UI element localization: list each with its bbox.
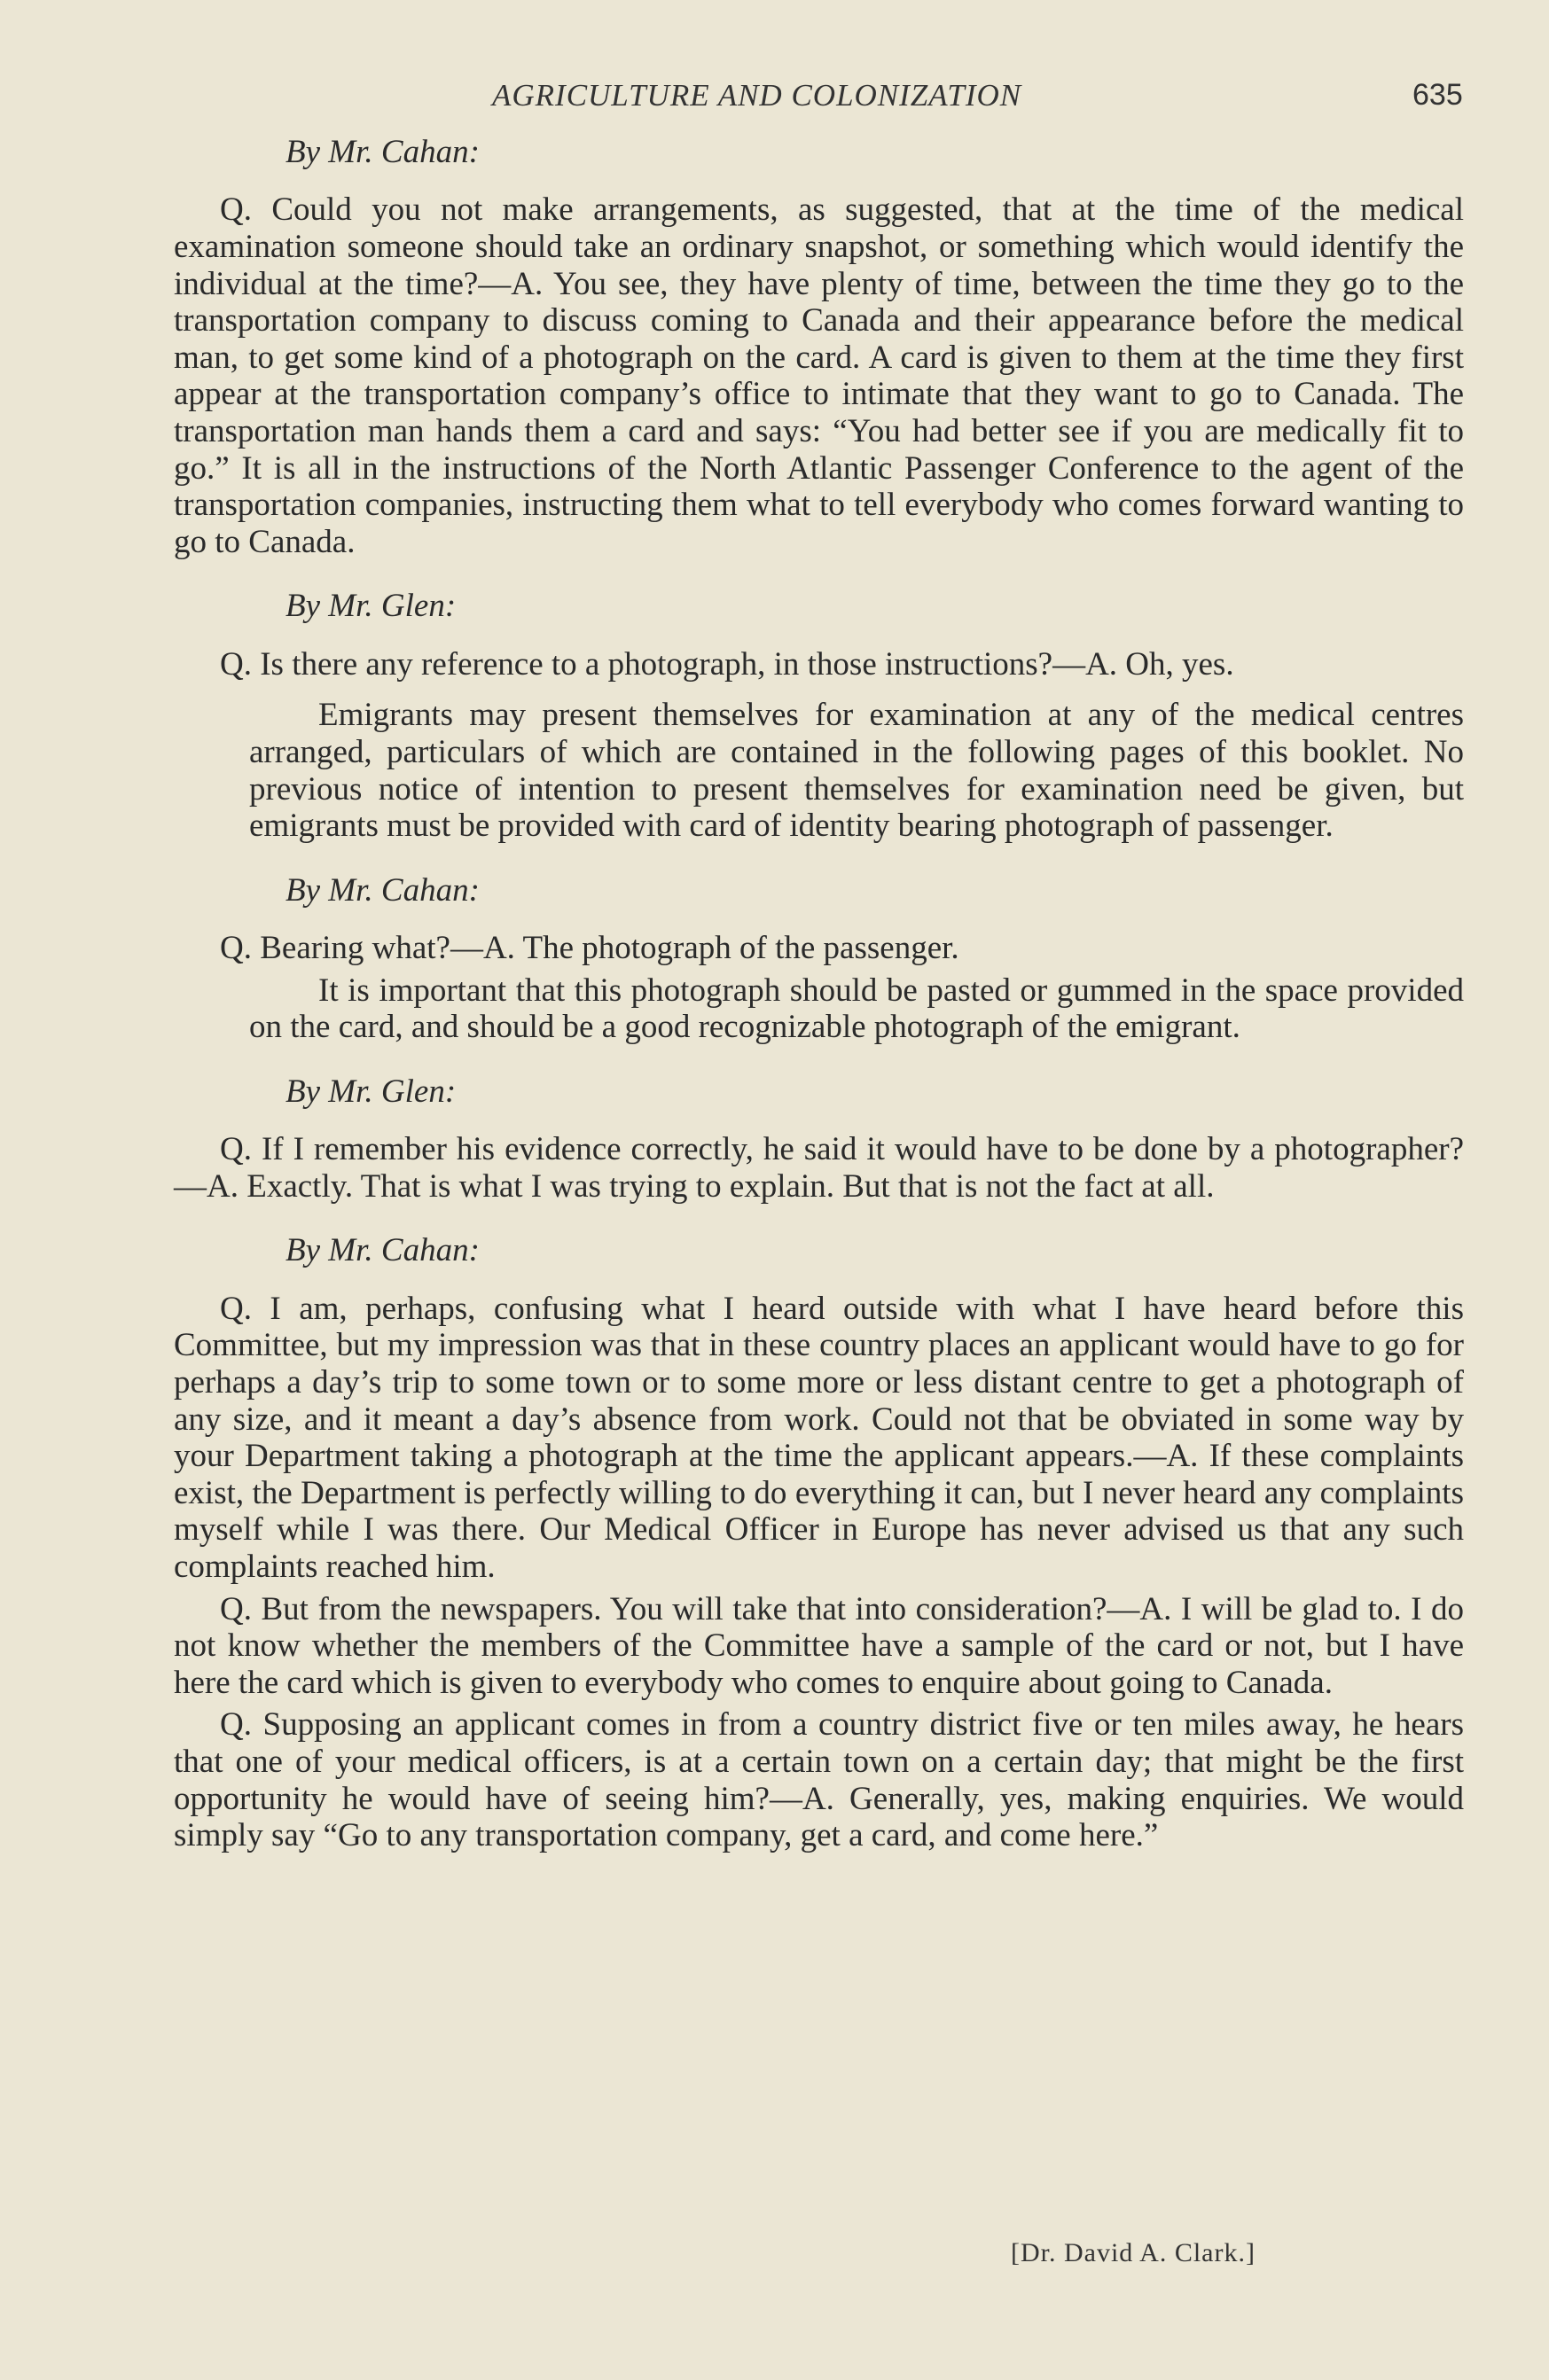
question-answer-paragraph: Q. But from the newspapers. You will take that into consideration?—A. I will be glad to. I do not know whether the members of the Committee have a sample of the card or not, but I have here the card which is given to everybody who comes to enquire about going to Canada.: [174, 1590, 1464, 1701]
speaker-heading: By Mr. Cahan:: [286, 871, 480, 909]
question-answer-paragraph: Q. I am, perhaps, confusing what I heard outside with what I have heard before this Committee, but my impression was that in these country places an applicant would have to go for perhaps a day’s trip to some town or to some more or less distant centre to get a photograph of any size, and it meant a day’s absence from work. Could not that be obviated in some way by your Department taking a photograph at the time the applicant appears.—A. If these complaints exist, the Department is perfectly willing to do everything it can, but I never heard any complaints myself while I was there. Our Medical Officer in Europe has never advised us that any such complaints reached him.: [174, 1290, 1464, 1585]
testimony-section: [174, 1231, 1464, 1853]
question-answer-paragraph: Q. Is there any reference to a photograph, in those instructions?—A. Oh, yes.: [220, 645, 1234, 683]
testimony-section: [174, 1073, 1464, 1206]
question-answer-paragraph: Q. Supposing an applicant comes in from a country district five or ten miles away, he hears that one of your medical officers, is at a certain town on a certain day; that might be the first opportunity he would have of seeing him?—A. Generally, yes, making enquiries. We would simply say “Go to any transportation company, get a card, and come here.”: [174, 1706, 1464, 1854]
witness-attribution: [Dr. David A. Clark.]: [1011, 2238, 1256, 2267]
speaker-heading: By Mr. Glen:: [286, 588, 457, 625]
testimony-section: [174, 871, 1464, 1046]
question-answer-paragraph: Q. Could you not make arrangements, as suggested, that at the time of the medical examination someone should take an ordinary snapshot, or something which would identify the individual at the time?—A. You see, they have plenty of time, between the time they go to the transportation company to discuss coming to Canada and their appearance before the medical man, to get some kind of a photograph on the card. A card is given to them at the time they first appear at the transportation company’s office to intimate that they want to go to Canada. The transportation man hands them a card and says: “You had better see if you are medically fit to go.” It is all in the instructions of the North Atlantic Passenger Conference to the agent of the transportation companies, instructing them what to tell everybody who comes forward wanting to go to Canada.: [174, 191, 1464, 560]
running-head: AGRICULTURE AND COLONIZATION: [492, 78, 1022, 113]
question-answer-paragraph: Q. Bearing what?—A. The photograph of the passenger.: [220, 930, 959, 967]
testimony-section: [174, 133, 1464, 560]
speaker-heading: By Mr. Glen:: [286, 1073, 457, 1110]
page-number: 635: [1412, 78, 1463, 112]
quoted-instructions: It is important that this photograph should be pasted or gummed in the space provided on the card, and should be a good recognizable photograph of the emigrant.: [249, 972, 1464, 1046]
speaker-heading: By Mr. Cahan:: [286, 1232, 480, 1269]
testimony-section: [174, 587, 1464, 844]
transcript-body: [174, 133, 1464, 1881]
question-answer-paragraph: Q. If I remember his evidence correctly, he said it would have to be done by a photographer?—A. Exactly. That is what I was trying to explain. But that is not the fact at all.: [174, 1131, 1464, 1205]
speaker-heading: By Mr. Cahan:: [286, 134, 480, 170]
quoted-instructions: Emigrants may present themselves for examination at any of the medical centres arranged, particulars of which are contained in the following pages of this booklet. No previous notice of intention to present themselves for examination need be given, but emigrants must be provided with card of identity bearing photograph of passenger.: [249, 697, 1464, 845]
